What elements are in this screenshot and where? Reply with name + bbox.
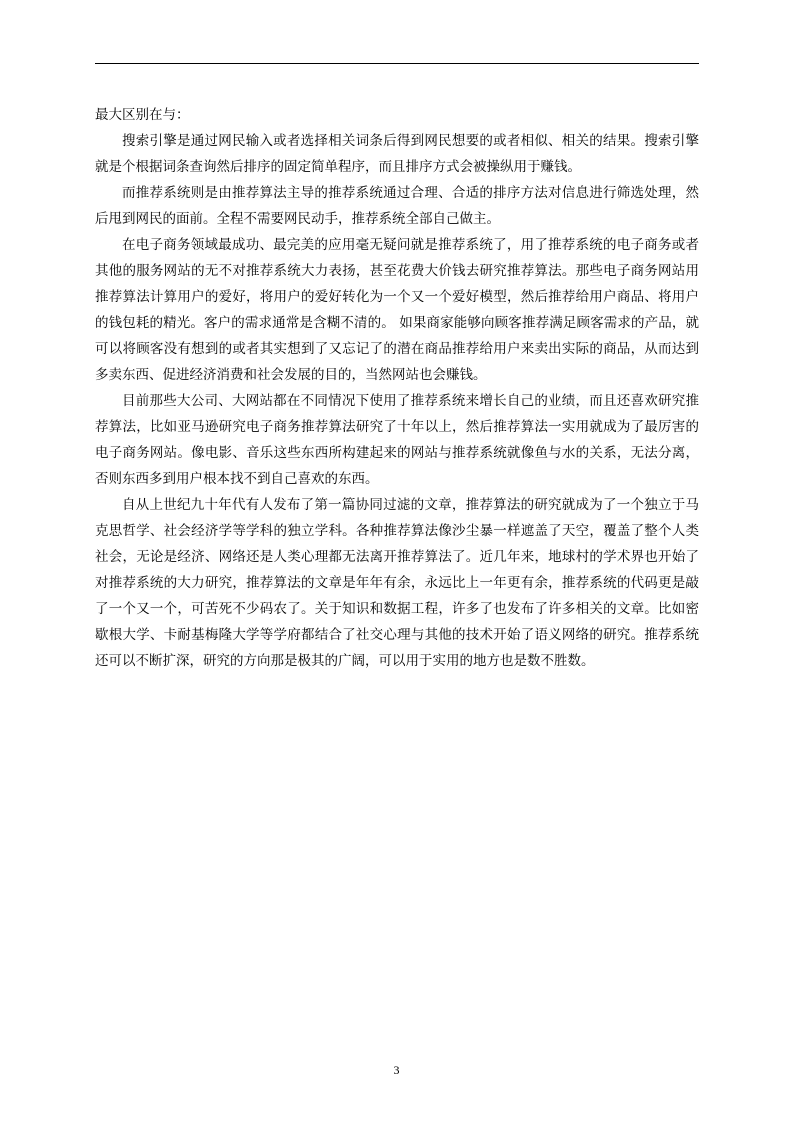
document-body bbox=[95, 102, 699, 674]
paragraph-recommender-system: 而推荐系统则是由推荐算法主导的推荐系统通过合理、合适的排序方法对信息进行筛选处理，然后甩到网民的面前。全程不需要网民动手，推荐系统全部自己做主。 bbox=[95, 185, 699, 227]
paragraph-research-history: 自从上世纪九十年代有人发布了第一篇协同过滤的文章，推荐算法的研究就成为了一个独立于马克思哲学、社会经济学等学科的独立学科。各种推荐算法像沙尘暴一样遮盖了天空，覆盖了整个人类社会，无论是经济、网络还是人类心理都无法离开推荐算法了。近几年来，地球村的学术界也开始了对推荐系统的大力研究，推荐算法的文章是年年有余，永远比上一年更有余，推荐系统的代码更是敲了一个又一个，可苦死不少码农了。关于知识和数据工程，许多了也发布了许多相关的文章。比如密歇根大学、卡耐基梅隆大学等学府都结合了社交心理与其他的技术开始了语义网络的研究。推荐系统还可以不断扩深，研究的方向那是极其的广阔，可以用于实用的地方也是数不胜数。 bbox=[95, 497, 699, 669]
paragraph-search-engine: 搜索引擎是通过网民输入或者选择相关词条后得到网民想要的或者相似、相关的结果。搜索引擎就是个根据词条查询然后排序的固定简单程序，而且排序方式会被操纵用于赚钱。 bbox=[95, 133, 699, 175]
lead-line: 最大区别在与： bbox=[95, 107, 190, 123]
paragraph-e-commerce: 在电子商务领域最成功、最完美的应用毫无疑问就是推荐系统了，用了推荐系统的电子商务或者其他的服务网站的无不对推荐系统大力表扬，甚至花费大价钱去研究推荐算法。那些电子商务网站用推荐算法计算用户的爱好，将用户的爱好转化为一个又一个爱好模型，然后推荐给用户商品、将用户的钱包耗的精光。客户的需求通常是含糊不清的。 如果商家能够向顾客推荐满足顾客需求的产品，就可以将顾客没有想到的或者其实想到了又忘记了的潜在商品推荐给用户来卖出实际的商品，从而达到多卖东西、促进经济消费和社会发展的目的，当然网站也会赚钱。 bbox=[95, 237, 699, 383]
header-rule bbox=[95, 63, 699, 64]
page-number: 3 bbox=[393, 1063, 400, 1077]
paragraph-big-companies: 目前那些大公司、大网站都在不同情况下使用了推荐系统来增长自己的业绩，而且还喜欢研究推荐算法，比如亚马逊研究电子商务推荐算法研究了十年以上，然后推荐算法一实用就成为了最厉害的电子商务网站。像电影、音乐这些东西所构建起来的网站与推荐系统就像鱼与水的关系，无法分离，否则东西多到用户根本找不到自己喜欢的东西。 bbox=[95, 393, 699, 487]
